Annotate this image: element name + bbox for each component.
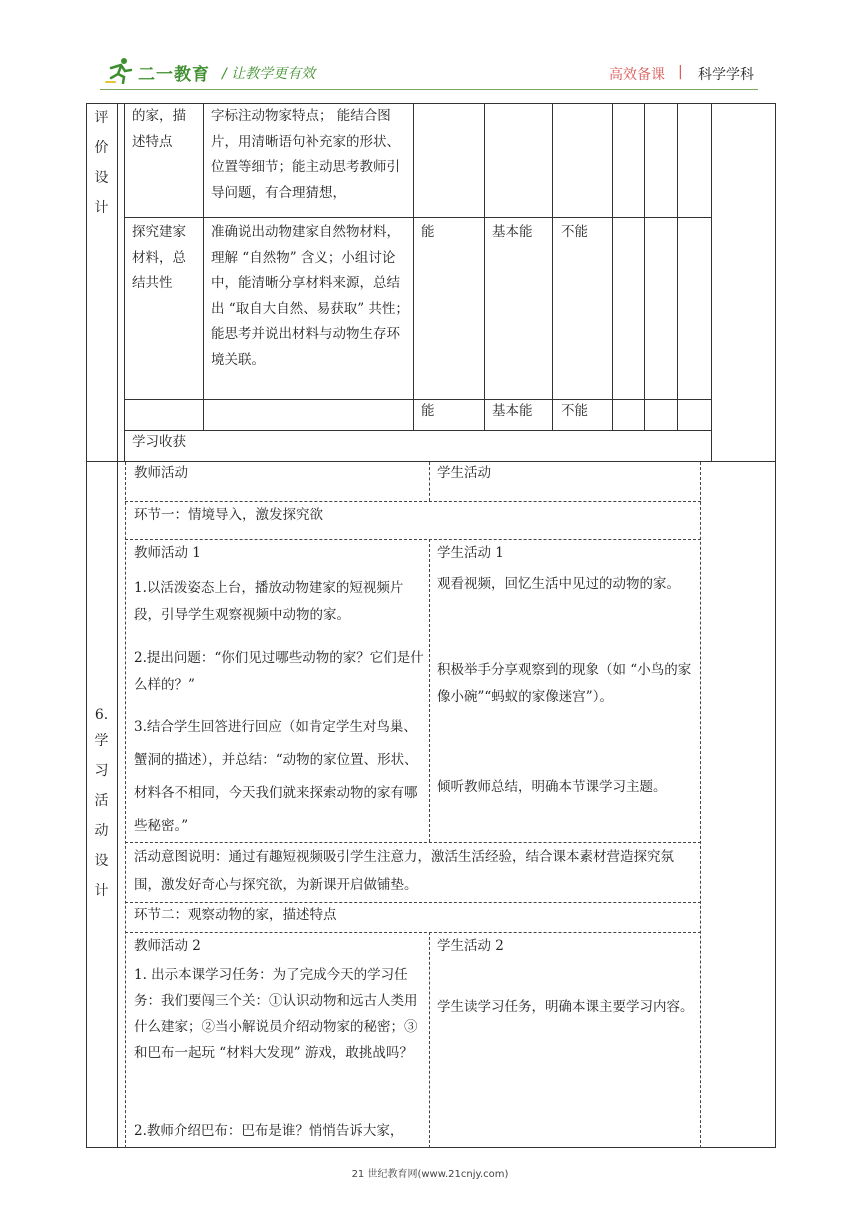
footer-credit: 21 世纪教育网(www.21cnjy.com) bbox=[351, 1169, 509, 1180]
row3-level-a: 能 bbox=[421, 403, 435, 419]
row3-level-c: 不能 bbox=[561, 403, 588, 419]
logo-text: 二一教育 bbox=[138, 65, 210, 85]
teacher-activity-1-title: 教师活动 1 bbox=[134, 545, 201, 561]
student-activity-1-p1: 观看视频，回忆生活中见过的动物的家。 bbox=[437, 576, 680, 592]
row1-criterion: 的家，描述特点 bbox=[132, 108, 186, 150]
row3-level-b: 基本能 bbox=[492, 403, 533, 419]
teacher-activity-2-p1: 1. 出示本课学习任务：为了完成今天的学习任务：我们要闯三个关：①认识动物和远古人类用什么建家；②当小解说员介绍动物家的秘密；③和巴布一起玩 “材料大发现” 游戏，敢挑战吗？ bbox=[134, 967, 418, 1061]
slogan: / 让教学更有效 bbox=[222, 66, 316, 82]
teacher-activity-1-p2: 2.提出问题：“你们见过哪些动物的家？它们是什么样的？” bbox=[134, 650, 424, 693]
col-divider-5 bbox=[612, 103, 613, 430]
dashed-mid-2 bbox=[429, 539, 430, 842]
side-char: 价 bbox=[94, 140, 109, 156]
side-char: 设 bbox=[94, 853, 109, 869]
brand-right: 高效备课 bbox=[609, 67, 665, 83]
student-activity-2-p1: 学生读学习任务，明确本课主要学习内容。 bbox=[437, 999, 694, 1015]
row2-criterion: 探究建家材料，总结共性 bbox=[132, 224, 186, 291]
row-divider-1 bbox=[124, 217, 712, 218]
side-char: 动 bbox=[94, 823, 109, 839]
teacher-activity-1-p1: 1.以活泼姿态上台，播放动物建家的短视频片段，引导学生观察视频中动物的家。 bbox=[134, 580, 404, 623]
side-char: 活 bbox=[94, 793, 109, 809]
teacher-activity-1-p3: 3.结合学生回答进行回应（如肯定学生对鸟巢、蟹洞的描述），并总结：“动物的家位置、形状、材料各不相同，今天我们就来探索动物的家有哪些秘密。” bbox=[134, 719, 418, 834]
learning-gain-label: 学习收获 bbox=[132, 434, 186, 450]
teacher-activity-2-title: 教师活动 2 bbox=[134, 938, 201, 954]
col-divider-4 bbox=[552, 103, 553, 430]
header-separator: | bbox=[678, 64, 683, 80]
inner-table-right bbox=[711, 103, 712, 461]
dashed-h-5 bbox=[125, 932, 701, 933]
student-activity-1-p3: 倾听教师总结，明确本节课学习主题。 bbox=[437, 779, 667, 795]
activity-intent: 活动意图说明：通过有趣短视频吸引学生注意力，激活生活经验，结合课本素材营造探究氛围，激发好奇心与探究欲，为新课开启做铺垫。 bbox=[134, 849, 674, 893]
row2-level-c: 不能 bbox=[561, 224, 588, 240]
student-activity-1-title: 学生活动 1 bbox=[437, 545, 504, 561]
dashed-h-2 bbox=[125, 539, 701, 540]
phase1-title: 环节一：情境导入，激发探究欲 bbox=[134, 507, 323, 523]
activity-side-label bbox=[86, 702, 117, 904]
subject-label: 科学学科 bbox=[698, 67, 754, 83]
student-activity-1-p2: 积极举手分享观察到的现象（如 “小鸟的家像小碗”“蚂蚁的家像迷宫”）。 bbox=[437, 662, 692, 705]
head-student: 学生活动 bbox=[437, 465, 491, 481]
dashed-h-1 bbox=[125, 501, 701, 502]
dashed-mid-1 bbox=[429, 462, 430, 501]
row2-level-a: 能 bbox=[421, 224, 435, 240]
header-rule bbox=[100, 89, 758, 90]
table-border-right bbox=[775, 103, 776, 1148]
col-divider-1 bbox=[203, 103, 204, 430]
table-border-left bbox=[86, 103, 87, 1148]
row-divider-2 bbox=[124, 399, 712, 400]
row-divider-3 bbox=[124, 430, 712, 431]
row2-level-b: 基本能 bbox=[492, 224, 533, 240]
col-divider-2 bbox=[413, 103, 414, 430]
side-char: 评 bbox=[94, 110, 109, 126]
dashed-mid-3 bbox=[429, 932, 430, 1148]
runner-logo-icon bbox=[105, 56, 133, 84]
section-divider bbox=[86, 461, 776, 462]
student-activity-2-title: 学生活动 2 bbox=[437, 938, 504, 954]
head-teacher: 教师活动 bbox=[134, 465, 188, 481]
side-char: 习 bbox=[94, 763, 109, 779]
side-char: 学 bbox=[94, 733, 109, 749]
phase2-title: 环节二：观察动物的家，描述特点 bbox=[134, 907, 337, 923]
side-char: 计 bbox=[94, 883, 109, 899]
side-column-divider bbox=[117, 103, 118, 1148]
dashed-left bbox=[125, 462, 126, 1148]
col-divider-3 bbox=[484, 103, 485, 430]
row2-description: 准确说出动物建家自然物材料，理解 “自然物” 含义；小组讨论中，能清晰分享材料来源，总结出 “取自大自然、易获取” 共性；能思考并说出材料与动物生存环境关联。 bbox=[211, 224, 409, 368]
side-char: 计 bbox=[94, 200, 109, 216]
side-char: 6. bbox=[94, 707, 109, 723]
row1-description: 字标注动物家特点； 能结合图片，用清晰语句补充家的形状、位置等细节；能主动思考教师引导问题，有合理猜想， bbox=[211, 108, 400, 201]
side-char: 设 bbox=[94, 170, 109, 186]
dashed-right bbox=[700, 462, 701, 1148]
col-divider-7 bbox=[677, 103, 678, 430]
inner-table-left bbox=[124, 103, 125, 461]
teacher-activity-2-p2: 2.教师介绍巴布：巴布是谁？悄悄告诉大家， bbox=[134, 1123, 404, 1139]
table-border-bottom bbox=[86, 1147, 776, 1148]
col-divider-6 bbox=[644, 103, 645, 430]
eval-side-label bbox=[86, 105, 117, 221]
